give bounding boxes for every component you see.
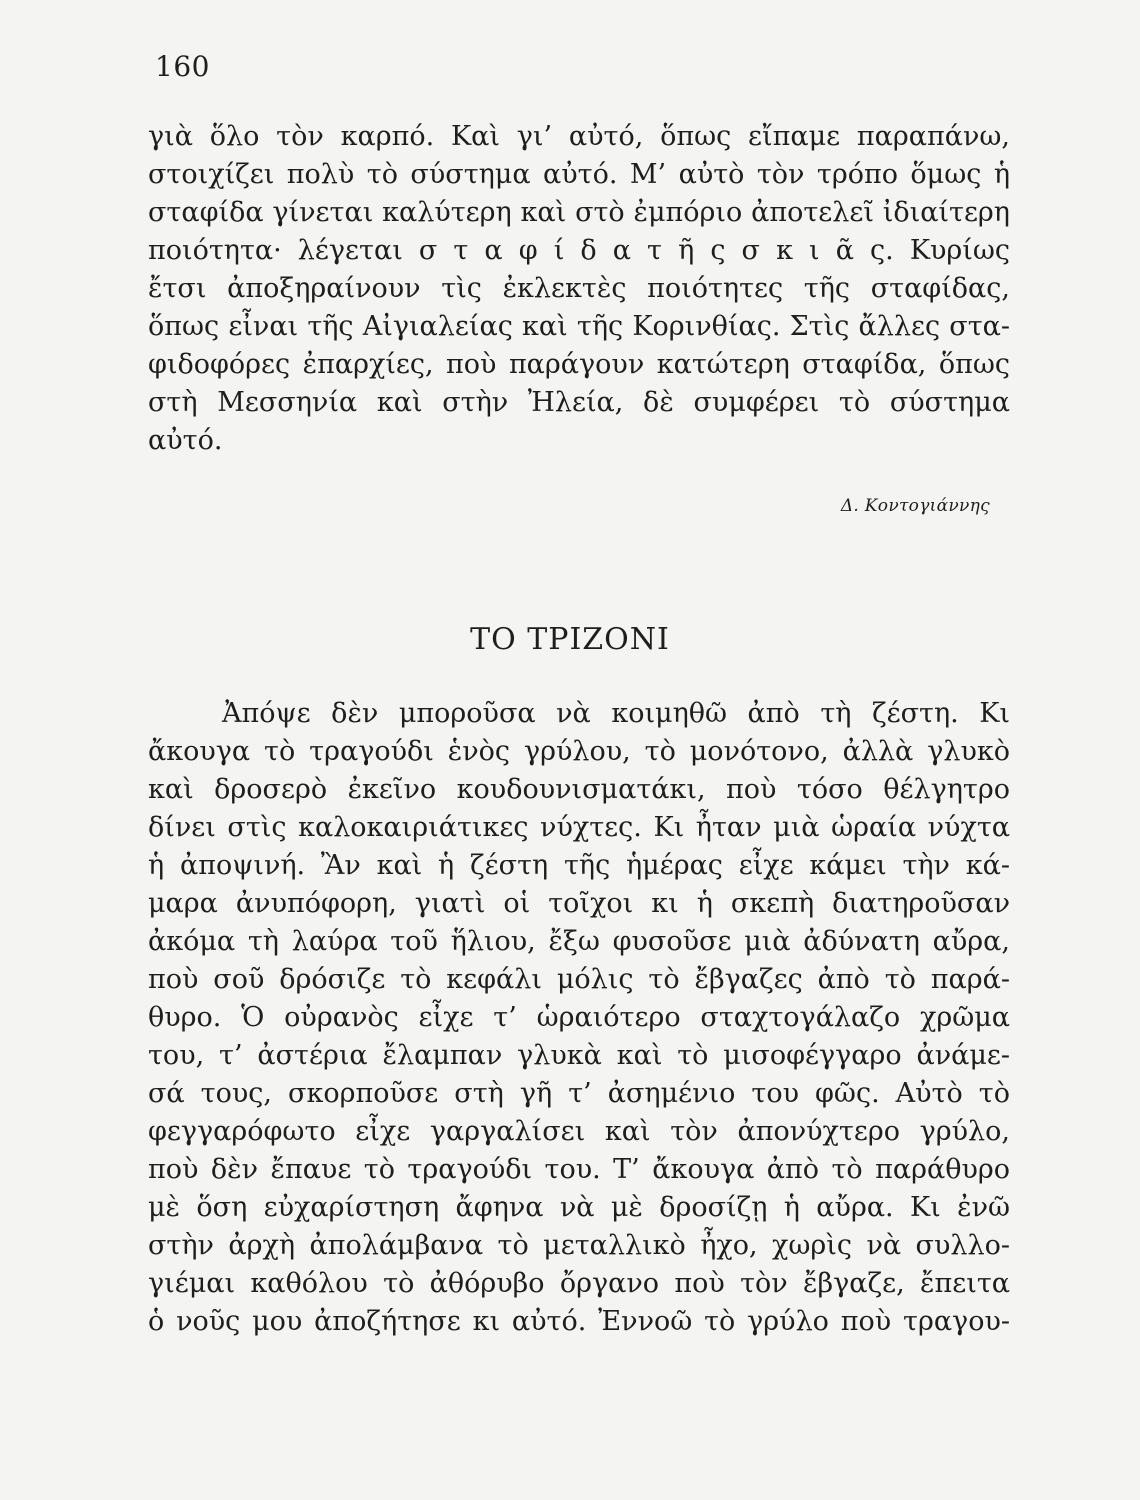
text-line: ἡ ἀποψινή. Ἂν καὶ ἡ ζέστη τῆς ἡμέρας εἶχε κάμει τὴν κά- [148,850,1010,881]
text-line: καὶ δροσερὸ ἐκεῖνο κουδουνισματάκι, ποὺ τόσο θέλγητρο [148,774,1010,805]
text-line: ποὺ δὲν ἔπαυε τὸ τραγούδι του. Τ’ ἄκουγα ἀπὸ τὸ παράθυρο [148,1154,1010,1185]
text-line: ποιότητα· λέγεται σ τ α φ ί δ α τ ῆ ς σ κ ι ᾶ ς. Κυρίως [148,235,1010,266]
text-line: δίνει στὶς καλοκαιριάτικες νύχτες. Κι ἦταν μιὰ ὡραία νύχτα [148,812,1010,843]
text-line: μαρα ἀνυπόφορη, γιατὶ οἱ τοῖχοι κι ἡ σκεπὴ διατηροῦσαν [148,888,1010,919]
text-line: ἄκουγα τὸ τραγούδι ἑνὸς γρύλου, τὸ μονότονο, ἀλλὰ γλυκὸ [148,736,1010,767]
text-line: φεγγαρόφωτο εἶχε γαργαλίσει καὶ τὸν ἀπονύχτερο γρύλο, [148,1116,1010,1147]
text-line: ὅπως εἶναι τῆς Αἰγιαλείας καὶ τῆς Κορινθίας. Στὶς ἄλλες στα- [148,311,1010,342]
text-line: μὲ ὅση εὐχαρίστηση ἄφηνα νὰ μὲ δροσίζῃ ἡ αὔρα. Κι ἐνῶ [148,1192,1010,1223]
text-line: ποὺ σοῦ δρόσιζε τὸ κεφάλι μόλις τὸ ἔβγαζες ἀπὸ τὸ παρά- [148,964,1010,995]
text-line: θυρο. Ὁ οὐρανὸς εἶχε τ’ ὡραιότερο σταχτογάλαζο χρῶμα [148,1002,1010,1033]
second-paragraph [148,695,1010,1341]
text-line: στοιχίζει πολὺ τὸ σύστημα αὐτό. Μ’ αὐτὸ τὸν τρόπο ὅμως ἡ [148,159,1010,190]
text-line: αὐτό. [148,425,223,456]
first-paragraph [148,118,1010,460]
text-line: σά τους, σκορποῦσε στὴ γῆ τ’ ἀσημένιο του φῶς. Αὐτὸ τὸ [148,1078,1010,1109]
text-line: φιδοφόρες ἐπαρχίες, ποὺ παράγουν κατώτερη σταφίδα, ὅπως [148,349,1010,380]
text-line: σταφίδα γίνεται καλύτερη καὶ στὸ ἐμπόριο ἀποτελεῖ ἰδιαίτερη [148,197,1010,228]
text-line: ἔτσι ἀποξηραίνουν τὶς ἐκλεκτὲς ποιότητες τῆς σταφίδας, [148,273,1010,304]
text-line: γιὰ ὅλο τὸν καρπό. Καὶ γι’ αὐτό, ὅπως εἴπαμε παραπάνω, [148,121,1010,152]
text-line: ὁ νοῦς μου ἀποζήτησε κι αὐτό. Ἐννοῶ τὸ γρύλο ποὺ τραγου- [148,1306,1010,1337]
text-line: στὴν ἀρχὴ ἀπολάμβανα τὸ μεταλλικὸ ἦχο, χωρὶς νὰ συλλο- [148,1230,1010,1261]
text-line: του, τ’ ἀστέρια ἔλαμπαν γλυκὰ καὶ τὸ μισοφέγγαρο ἀνάμε- [148,1040,1010,1071]
section-title: ΤΟ ΤΡΙΖΟΝΙ [470,622,670,657]
text-line: γιέμαι καθόλου τὸ ἀθόρυβο ὄργανο ποὺ τὸν ἔβγαζε, ἔπειτα [148,1268,1010,1299]
text-line: Ἀπόψε δὲν μποροῦσα νὰ κοιμηθῶ ἀπὸ τὴ ζέστη. Κι [222,698,1010,729]
author-signature: Δ. Κοντογιάννης [840,496,990,516]
page-number: 160 [155,50,210,83]
text-line: στὴ Μεσσηνία καὶ στὴν Ἠλεία, δὲ συμφέρει τὸ σύστημα [148,387,1010,418]
text-line: ἀκόμα τὴ λαύρα τοῦ ἥλιου, ἔξω φυσοῦσε μιὰ ἀδύνατη αὔρα, [148,926,1010,957]
